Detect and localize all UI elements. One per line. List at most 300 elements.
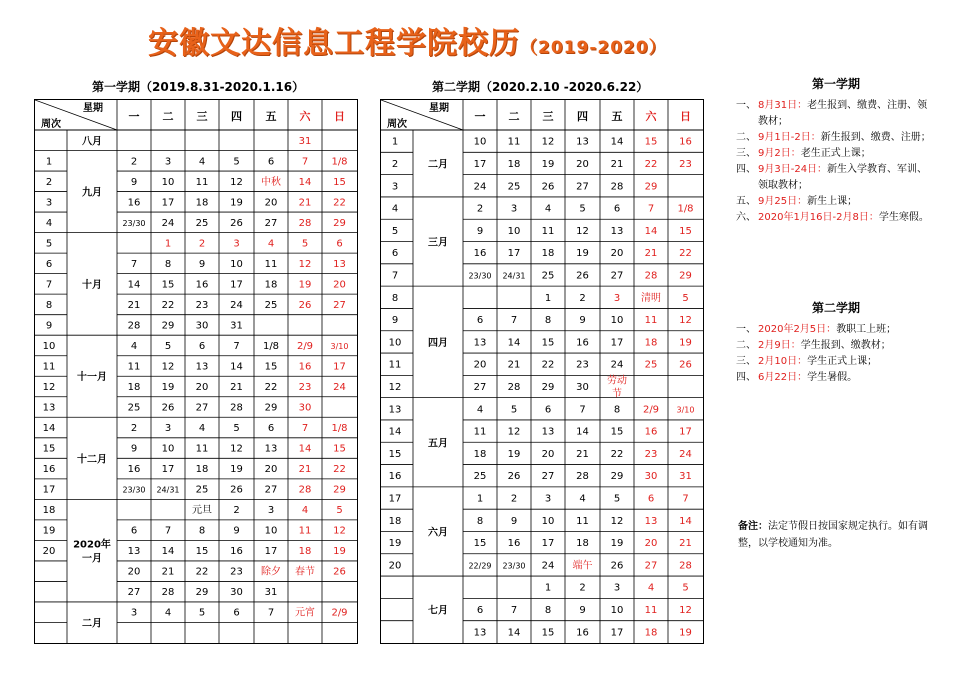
sem1-day-cell: 10 [161,443,175,455]
sem1-day-cell: 1/8 [262,340,280,352]
sem1-day-cell: 20 [264,197,278,209]
sem2-day-cell: 16 [576,627,589,639]
semester2-note-text [758,338,936,354]
sem1-week-number: 7 [45,279,53,291]
sem1-day-cell: 13 [195,361,209,373]
sem1-day-cell: 14 [230,361,243,373]
sem2-day-cell: 12 [507,426,521,438]
sem1-day-cell: 6 [267,156,275,168]
sem2-day-cell: 24 [473,181,487,193]
sem2-day-cell: 14 [679,515,692,527]
sem2-header-day: 四 [577,110,588,123]
sem2-day-cell: 18 [473,448,487,460]
sem1-day-cell: 12 [230,443,243,455]
sem1-day-cell: 4 [267,238,275,250]
sem1-week-number: 19 [42,525,56,537]
sem2-day-cell: 劳动 [607,375,627,387]
semester1-note-item [736,162,936,194]
sem2-day-cell: 28 [644,270,658,282]
sem1-header-day: 四 [231,110,242,123]
semester2-note-desc: 学生正式上课； [807,356,878,367]
sem2-header-day: 五 [611,110,623,123]
sem1-week-number: 8 [45,299,53,311]
sem1-day-cell: 19 [230,464,243,476]
sem1-month-text: 二月 [82,618,102,630]
sem1-day-cell: 7 [233,340,240,352]
sem2-day-cell: 7 [510,605,518,617]
sem2-day-cell: 7 [510,315,518,327]
semester1-note-date: 9月3日-24日： [758,164,828,175]
sem2-day-cell: 1/8 [677,203,694,215]
sem1-day-cell: 5 [198,607,206,619]
sem2-month-text: 六月 [428,527,448,539]
semester1-note-item [736,130,936,146]
sem1-week-number: 4 [45,217,53,229]
sem1-day-cell: 元宵 [295,607,315,619]
semester1-note-item [736,210,936,226]
sem2-day-cell: 4 [476,404,484,416]
sem1-week-row [43,382,346,393]
semester1-note-number: 四、 [736,164,756,175]
sem1-day-cell: 6 [336,238,343,250]
sem1-day-cell: 4 [301,505,309,517]
sem2-day-cell: 12 [541,136,555,148]
sem1-day-cell: 19 [333,546,346,558]
sem1-month-text: 一月 [82,553,102,565]
semester2-note-date: 2月9日： [758,340,801,351]
sem2-week-row [392,291,689,304]
sem2-day-cell: 1 [544,582,552,594]
semester1-note-text [758,146,936,162]
sem2-day-cell: 13 [610,225,624,237]
sem2-week-number: 9 [391,315,399,327]
sem2-day-cell: 13 [541,426,555,438]
semester2-note-item [736,354,936,370]
sem1-week-number: 3 [45,197,53,209]
sem1-day-cell: 3 [164,156,172,168]
sem1-day-cell: 1 [164,238,172,250]
sem1-day-cell: 28 [127,320,141,332]
sem2-day-cell: 17 [473,158,487,170]
sem1-day-cell: 14 [161,546,175,558]
sem2-header-day: 三 [542,110,554,123]
sem2-week-row [389,374,627,400]
sem2-day-cell: 18 [541,248,555,260]
sem1-day-cell: 29 [161,320,175,332]
sem1-week-number: 2 [45,176,53,188]
sem1-day-cell: 4 [198,423,206,435]
sem1-day-cell: 30 [195,320,209,332]
sem1-week-row [43,464,346,475]
sem1-day-cell: 5 [164,340,172,352]
sem2-day-cell: 19 [679,627,692,639]
sem1-day-cell: 18 [298,546,312,558]
sem1-day-cell: 5 [301,238,309,250]
sem2-day-cell: 16 [679,136,692,148]
semester1-note-item [736,98,936,130]
sem1-day-cell: 16 [127,464,141,476]
semester2-note-number: 三、 [736,356,756,367]
sem1-day-cell: 31 [230,320,243,332]
sem1-day-cell: 14 [298,176,312,188]
sem2-month-label [428,157,448,170]
sem2-header [381,100,691,130]
sem2-day-cell: 29 [610,471,624,483]
sem1-day-cell: 8 [198,525,206,537]
sem2-day-cell: 7 [682,493,689,505]
semester2-note-number: 四、 [736,372,756,383]
sem2-week-row [389,404,695,415]
sem2-day-cell: 27 [541,471,555,483]
sem2-day-cell: 21 [679,538,692,550]
sem1-day-cell: 2 [198,238,206,250]
sem2-day-cell: 3 [613,582,621,594]
sem2-day-cell: 30 [576,382,589,393]
sem1-week-number: 5 [45,238,53,250]
sem2-day-cell: 20 [473,359,487,371]
sem2-week-row [545,583,689,594]
sem2-day-cell: 22 [610,448,624,460]
sem2-day-cell: 15 [541,627,555,639]
semester1-note-number: 五、 [736,196,756,207]
sem1-day-cell: 9 [130,443,138,455]
sem1-day-cell: 29 [264,402,278,414]
sem2-day-cell: 29 [679,270,692,282]
sem1-day-cell: 11 [195,176,209,188]
sem1-day-cell: 21 [298,197,312,209]
semester1-note-text [758,194,936,210]
sem2-day-cell: 29 [644,181,658,193]
sem1-month-label [73,538,111,565]
sem1-header-star: 星期 [83,103,103,114]
sem2-day-cell: 20 [644,538,658,550]
sem2-week-number: 1 [391,136,399,148]
semester1-note-date: 9月1日-2日： [758,132,821,143]
sem2-day-cell: 10 [541,515,555,527]
sem2-day-cell: 30 [644,471,658,483]
sem1-header-day: 六 [299,110,311,123]
semester1-note-number: 二、 [736,132,756,143]
semester2-note-desc: 学生暑假。 [807,372,858,383]
sem2-day-cell: 2 [579,292,586,304]
sem2-day-cell: 18 [644,627,658,639]
sem1-month-label [82,186,102,199]
sem2-day-cell: 21 [576,448,589,460]
sem2-week-row [389,449,692,460]
sem1-day-cell: 20 [127,566,141,578]
sem2-day-cell: 1 [544,292,552,304]
sem1-day-cell: 16 [127,197,141,209]
sem2-day-cell: 17 [679,426,692,438]
sem2-week-number: 4 [391,203,399,215]
semester2-note-item [736,370,936,386]
sem2-day-cell: 11 [507,136,521,148]
sem1-day-cell: 24 [230,299,243,311]
sem2-week-row [389,494,689,505]
sem2-day-cell: 24 [679,448,692,460]
sem1-day-cell: 15 [333,443,346,455]
sem1-week-row [43,526,346,537]
sem2-week-row [389,427,692,438]
semester1-note-text [758,130,936,146]
sem1-week-row [43,485,346,496]
sem2-week-number: 11 [388,359,402,371]
sem1-month-text: 十一月 [77,372,107,384]
sem2-week-number: 19 [388,538,402,550]
sem1-day-cell: 28 [161,587,175,599]
sem1-header-day: 日 [334,110,345,123]
sem1-month-text: 十二月 [77,454,107,466]
sem1-week-number: 14 [42,423,56,435]
sem2-day-cell: 1 [476,493,484,505]
sem2-day-cell: 28 [610,181,624,193]
sem1-day-cell: 6 [130,525,138,537]
semester1-note-desc: 老生报到、缴费、注册、领教材； [758,100,928,127]
sem2-day-cell: 2 [476,203,484,215]
sem1-day-cell: 6 [233,607,240,619]
sem2-day-cell: 15 [473,538,487,550]
sem2-day-cell: 4 [544,203,552,215]
sem1-week-number: 13 [42,402,56,414]
sem1-day-cell: 2 [130,423,138,435]
sem2-day-cell: 17 [610,627,624,639]
sem2-day-cell: 13 [473,627,487,639]
sem2-day-cell: 端午 [572,560,593,572]
semester1-note-number: 六、 [736,212,756,223]
sem2-week-number: 8 [391,292,399,304]
sem2-week-number: 7 [391,270,399,282]
sem1-day-cell: 25 [195,484,209,496]
sem1-week-row [46,259,346,270]
sem2-day-cell: 6 [544,404,552,416]
sem1-month-text: 十月 [82,279,102,291]
sem1-week-number: 9 [45,320,53,332]
semester1-title: 第一学期（2019.8.31-2020.1.16） [92,80,305,94]
sem2-day-cell: 12 [610,515,624,527]
sem2-month-text: 二月 [428,159,448,171]
sem2-day-cell: 8 [544,605,552,617]
sem2-week-number: 14 [388,426,402,438]
semester1-note-text [758,162,936,194]
semester2-notes [736,300,936,386]
sem2-day-cell: 12 [576,225,589,237]
sem1-week-row [43,361,346,372]
sem2-day-cell: 29 [541,382,555,393]
sem1-week-row [46,238,343,249]
sem2-day-cell: 14 [576,426,589,438]
sem1-day-cell: 19 [161,382,175,393]
sem1-day-cell: 4 [198,156,206,168]
sem1-header-day: 一 [128,110,140,123]
sem2-week-row [392,315,692,326]
sem2-header-day: 日 [680,110,691,123]
sem2-month-label [428,525,448,538]
sem2-day-cell: 16 [473,248,487,260]
sem1-day-cell: 9 [130,176,138,188]
sem1-day-cell: 7 [130,258,138,270]
sem1-day-cell: 29 [333,217,346,229]
remark-label: 备注： [738,521,768,532]
sem2-day-cell: 10 [507,225,521,237]
sem1-day-cell: 26 [333,566,346,578]
sem1-day-cell: 19 [298,279,312,291]
sem2-month-label [428,436,448,449]
sem1-day-cell: 11 [298,525,312,537]
sem2-day-cell: 3/10 [676,405,695,415]
semester1-note-desc: 学生寒假。 [878,212,929,223]
sem2-day-cell: 清明 [641,292,661,304]
sem2-day-cell: 27 [610,270,624,282]
semester2-calendar [380,99,704,644]
sem2-day-cell: 9 [510,515,518,527]
semester1-note-text [758,98,936,130]
sem1-day-cell: 20 [195,382,209,393]
sem1-day-cell: 27 [333,299,346,311]
sem1-day-cell: 23/30 [122,485,146,495]
sem1-day-cell: 25 [264,299,278,311]
sem1-week-row [43,423,348,434]
sem1-day-cell: 27 [264,217,278,229]
sem2-day-cell: 5 [682,292,689,304]
sem1-day-cell: 22 [161,299,175,311]
sem2-day-cell: 23/30 [468,271,492,281]
sem1-day-cell: 3/10 [330,341,349,351]
sem1-week-row [43,341,349,352]
sem1-header-day: 二 [162,110,174,123]
sem2-day-cell: 12 [679,605,692,617]
sem2-day-cell: 23 [576,359,589,371]
sem2-month-label [428,236,448,249]
sem2-day-cell: 2 [510,493,518,505]
semester1-note-text [758,210,936,226]
sem1-week-number: 6 [45,258,53,270]
sem2-week-row [392,270,692,281]
sem2-day-cell: 3 [613,292,621,304]
sem2-week-number: 12 [388,382,402,393]
sem2-header-week: 周次 [387,119,407,130]
semester1-note-number: 一、 [736,100,756,111]
sem2-header-day: 二 [508,110,520,123]
sem2-day-cell: 节 [612,388,622,400]
sem1-day-cell: 23/30 [122,218,146,228]
sem1-day-cell: 10 [230,258,243,270]
sem2-day-cell: 2 [579,582,586,594]
semester2-note-number: 二、 [736,340,756,351]
sem1-day-cell: 5 [233,156,240,168]
sem1-month-label [82,278,102,291]
sem2-month-label [428,336,448,349]
page-title: 安徽文达信息工程学院校历（2019-2020） [148,26,667,61]
sem2-day-cell: 8 [613,404,621,416]
sem1-day-cell: 3 [164,423,172,435]
semester1-note-item [736,146,936,162]
sem2-day-cell: 23 [644,448,658,460]
semester1-notes-title: 第一学期 [811,77,860,91]
sem2-day-cell: 5 [682,582,689,594]
sem2-day-cell: 5 [613,493,621,505]
sem1-day-cell: 春节 [295,566,315,578]
semester1-note-date: 2020年1月16日-2月8日： [758,212,879,223]
sem2-day-cell: 13 [473,337,487,349]
sem1-day-cell: 11 [195,443,209,455]
sem1-month-text: 八月 [82,136,102,148]
sem1-day-cell: 16 [230,546,243,558]
sem2-day-cell: 3 [544,493,552,505]
sem2-day-cell: 20 [576,158,589,170]
sem1-day-cell: 9 [198,258,206,270]
sem1-day-cell: 17 [230,279,243,291]
sem2-week-number: 10 [388,337,402,349]
sem2-day-cell: 27 [644,560,658,572]
sem1-week-number: 20 [42,546,56,558]
sem2-day-cell: 26 [610,560,624,572]
sem1-day-cell: 15 [195,546,209,558]
sem1-week-row [43,444,346,455]
sem2-month-text: 五月 [428,438,448,450]
sem1-week-row [46,300,346,311]
sem2-day-cell: 2/9 [642,404,660,416]
sem1-day-cell: 28 [230,402,243,414]
sem1-day-cell: 21 [127,299,141,311]
sem2-day-cell: 25 [507,181,521,193]
sem1-week-row [46,156,348,167]
sem1-month-label [82,616,102,629]
semester1-note-desc: 老生正式上课； [800,148,871,159]
sem2-week-number: 5 [391,225,399,237]
sem2-day-cell: 16 [644,426,658,438]
sem2-day-cell: 22/29 [468,561,492,571]
sem2-week-number: 15 [388,448,402,460]
sem2-day-cell: 15 [541,337,555,349]
sem1-day-cell: 2/9 [296,340,314,352]
sem1-month-text: 2020年 [73,539,111,551]
sem2-month-text: 七月 [428,605,448,617]
sem2-day-cell: 22 [541,359,555,371]
semester1-calendar [34,99,358,644]
sem2-day-cell: 21 [610,158,624,170]
sem1-week-number: 11 [42,361,56,373]
sem1-day-cell: 除夕 [261,566,281,578]
sem2-day-cell: 19 [610,538,624,550]
sem2-day-cell: 21 [644,248,658,260]
sem1-day-cell: 2 [233,505,240,517]
semester2-title: 第二学期（2020.2.10 -2020.6.22） [432,80,649,94]
sem1-day-cell: 6 [267,423,275,435]
sem2-day-cell: 7 [647,203,655,215]
sem2-day-cell: 14 [644,225,658,237]
sem1-day-cell: 6 [198,340,206,352]
sem1-day-cell: 29 [195,587,209,599]
semester2-note-date: 6月22日： [758,372,808,383]
sem1-day-cell: 18 [195,197,209,209]
sem1-week-number: 12 [42,382,56,393]
semester2-note-desc: 学生报到、缴教材； [800,340,891,351]
semester2-notes-title: 第二学期 [811,301,860,315]
sem2-day-cell: 24/31 [502,271,526,281]
sem2-day-cell: 3 [510,203,518,215]
sem2-day-cell: 26 [507,471,521,483]
sem2-day-cell: 12 [679,315,692,327]
sem1-day-cell: 5 [336,505,343,517]
sem2-week-number: 2 [391,158,399,170]
sem2-day-cell: 25 [473,471,487,483]
sem2-day-cell: 8 [544,315,552,327]
sem1-day-cell: 27 [127,587,141,599]
semester1-note-desc: 新生入学教育、军训、领取教材； [758,164,928,191]
semester1-notes-list [736,98,936,226]
sem1-day-cell: 26 [230,484,243,496]
sem2-day-cell: 15 [644,136,658,148]
